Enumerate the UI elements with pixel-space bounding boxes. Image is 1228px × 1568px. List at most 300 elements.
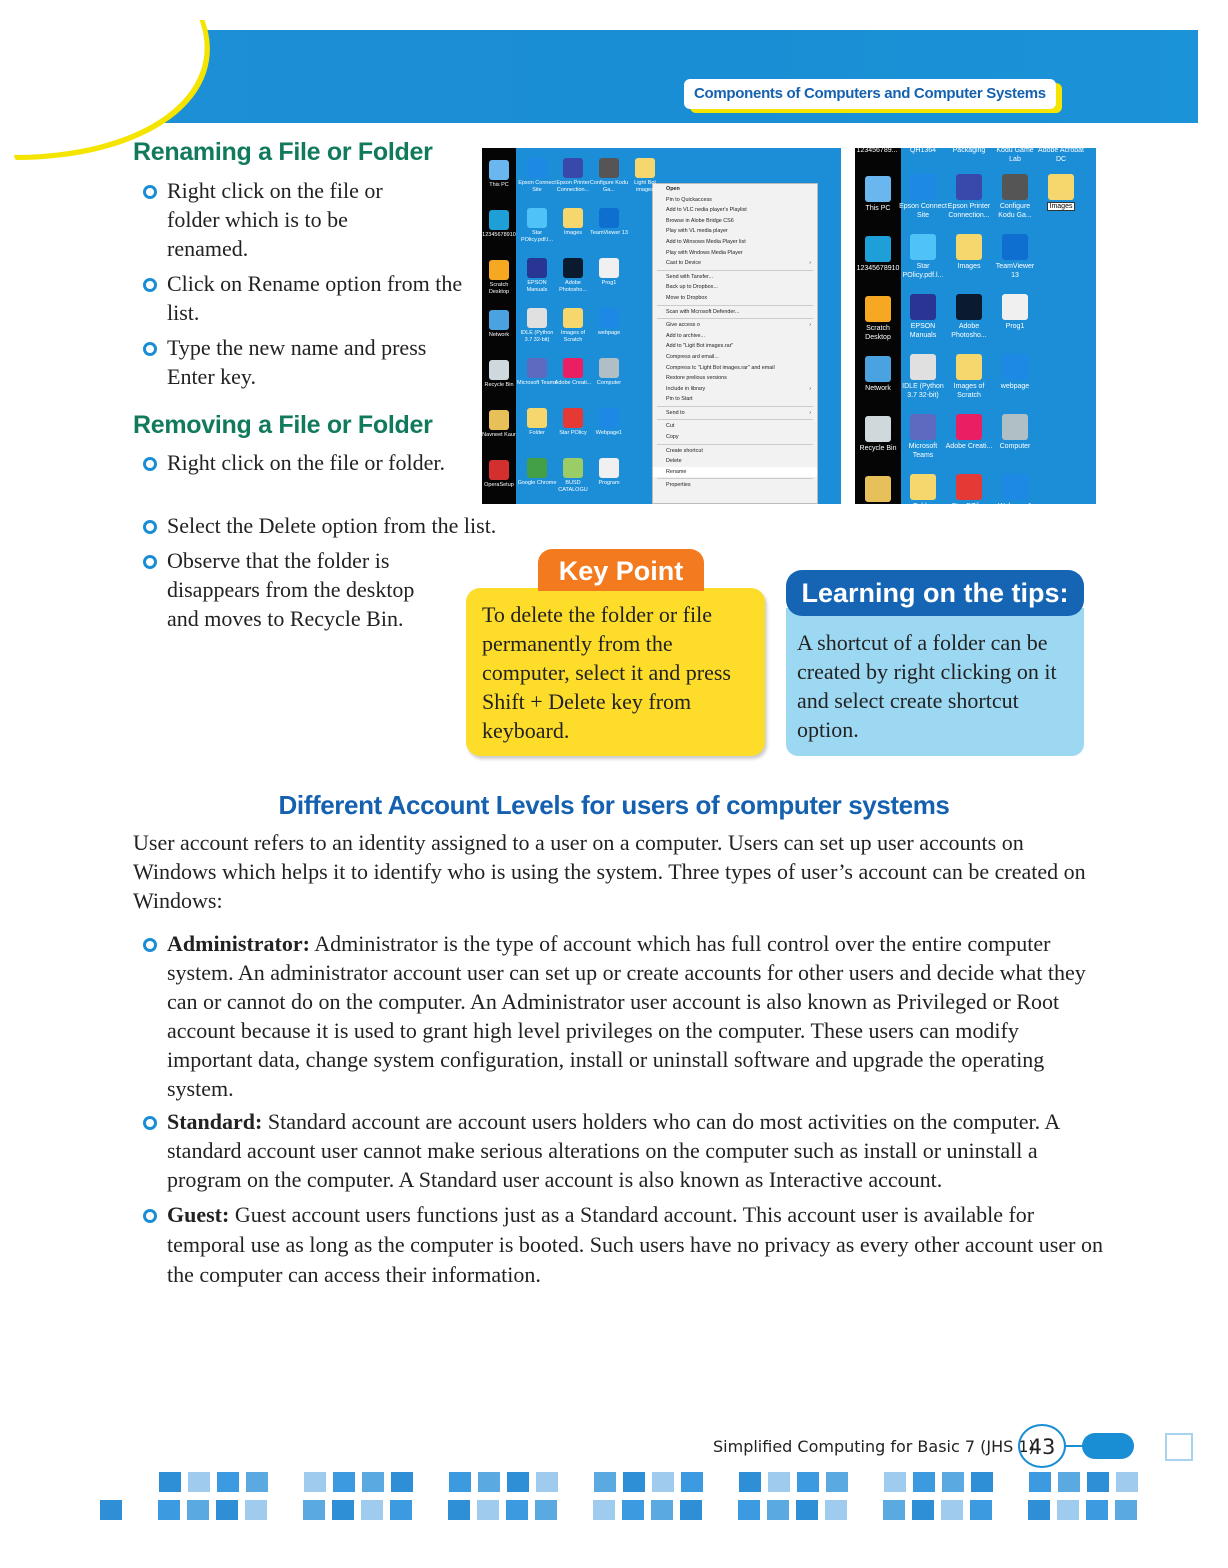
desktop-icon[interactable]: [589, 458, 629, 487]
app-icon: [599, 258, 619, 278]
desktop-icon-label: Program: [598, 480, 620, 486]
desktop-icon[interactable]: [589, 208, 629, 237]
app-icon: [563, 258, 583, 278]
menu-item-label: Move to Dropbox: [666, 294, 708, 301]
desktop-icon[interactable]: [899, 474, 947, 511]
menu-item-delete[interactable]: [653, 456, 817, 467]
desktop-icon[interactable]: [991, 174, 1039, 220]
desktop-icon-label: Adobe Creati...: [554, 380, 592, 386]
menu-item-cast-to-device[interactable]: [653, 258, 817, 269]
menu-item-label: Send to: [666, 409, 685, 416]
app-icon: [599, 208, 619, 228]
remove-heading: Removing a File or Folder: [133, 411, 433, 439]
menu-separator: [657, 318, 813, 319]
menu-item-add-to-winsows-media-player-list[interactable]: [653, 237, 817, 248]
menu-item-give-access-o[interactable]: [653, 320, 817, 331]
desktop-icon-label: Scratch Desktop: [488, 282, 510, 295]
menu-item-label: Pin to Quickaccess: [666, 196, 712, 203]
desktop-icon[interactable]: [553, 308, 593, 344]
menu-item-play-with-vl-media-player[interactable]: [653, 226, 817, 237]
menu-item-include-in-library[interactable]: [653, 384, 817, 395]
desktop-icon-label: 12345678910: [856, 265, 900, 272]
desktop-icon[interactable]: [553, 158, 593, 194]
menu-item-rename[interactable]: [653, 467, 817, 478]
desktop-icon-label: Packaging: [952, 147, 986, 154]
desktop-icon-label: Kodu Game Lab: [996, 147, 1034, 163]
desktop-icon[interactable]: [517, 158, 557, 194]
menu-item-restore-prelious-versions[interactable]: [653, 373, 817, 384]
menu-item-label: Back up to Dropbox...: [666, 284, 718, 291]
rename-steps: [133, 176, 473, 391]
decor-tile: [158, 1500, 180, 1520]
decor-tile: [1029, 1472, 1051, 1492]
menu-item-label: Play with Wndows Media Player: [666, 249, 743, 256]
desktop-icon-label: Network: [865, 385, 891, 392]
decor-tile: [884, 1472, 906, 1492]
decor-tile: [245, 1500, 267, 1520]
desktop-icon-label: Adobe Creati...: [945, 443, 993, 450]
menu-item-label: Give access o: [666, 322, 700, 329]
book-title: Simplified Computing for Basic 7 (JHS 1): [713, 1437, 1035, 1456]
square-decoration: [1165, 1433, 1193, 1461]
desktop-icon-label: Star POlicy: [951, 503, 987, 510]
decor-tile: [1087, 1472, 1109, 1492]
decor-tile: [594, 1472, 616, 1492]
menu-item-back-up-to-dropbox[interactable]: [653, 282, 817, 293]
decor-tile: [797, 1472, 819, 1492]
menu-separator: [657, 478, 813, 479]
menu-separator: [657, 270, 813, 271]
desktop-icon-label: Star POlicy: [559, 430, 587, 436]
menu-item-label: Add to Winsows Media Player list: [666, 238, 746, 245]
desktop-icon[interactable]: [991, 474, 1039, 511]
desktop-icon[interactable]: [553, 358, 593, 387]
desktop-icon-label: Epson Printer Connection...: [947, 203, 991, 219]
app-icon: [527, 258, 547, 278]
decor-tile: [652, 1472, 674, 1492]
decor-tile: [796, 1500, 818, 1520]
desktop-icon[interactable]: [479, 260, 519, 296]
desktop-icon[interactable]: [945, 414, 993, 451]
decor-tile: [970, 1500, 992, 1520]
desktop-icon-label: Adobe Photosho...: [951, 323, 987, 339]
decor-tile: [100, 1500, 122, 1520]
menu-item-add-to-ligit-bot-images-rar[interactable]: [653, 341, 817, 352]
chapter-title: Components of Computers and Computer Systems: [684, 79, 1056, 109]
decor-tile: [768, 1472, 790, 1492]
app-icon: [489, 410, 509, 430]
decor-tile: [506, 1500, 528, 1520]
desktop-icon-label: Microsoft Teams: [517, 380, 557, 386]
decor-tile: [448, 1500, 470, 1520]
tips-title: Learning on the tips:: [786, 570, 1084, 616]
app-icon: [956, 414, 982, 440]
app-icon: [599, 158, 619, 178]
menu-item-label: Open: [666, 186, 680, 192]
app-icon: [910, 294, 936, 320]
menu-item-open[interactable]: [653, 184, 817, 195]
desktop-icon[interactable]: [899, 174, 947, 220]
desktop-icon[interactable]: [517, 358, 557, 387]
desktop-icon[interactable]: [854, 236, 902, 273]
app-icon: [489, 260, 509, 280]
app-icon: [910, 354, 936, 380]
desktop-icon[interactable]: [945, 474, 993, 511]
key-point-text: To delete the folder or file permanently from the computer, select it and press Shift + Delete key from keyboard.: [482, 602, 731, 743]
decor-tile: [390, 1500, 412, 1520]
desktop-icon-label: Epson Connect Site: [518, 180, 556, 193]
account-type-desc: Guest account users functions just as a Standard account. This account user is available for temporal use as long as the computer is booted. Such users have no privacy as every other account user on the computer can access their information.: [167, 1202, 1103, 1287]
account-type-desc: Standard account are account users holders who can do most activities on the computer. A standard account user cannot make serious alterations on the computer such as install or uninstall a program on the computer. A Standard user account is also known as Interactive account.: [167, 1109, 1060, 1192]
desktop-icon-label: Folder: [913, 503, 933, 510]
menu-item-add-to-vlc-nedia-player-s-playlist[interactable]: [653, 205, 817, 216]
decor-tile: [623, 1472, 645, 1492]
desktop-icon[interactable]: [1037, 174, 1085, 211]
app-icon: [956, 294, 982, 320]
desktop-icon-label: Google Chrome: [517, 480, 557, 486]
desktop-icon-label: QH1364: [909, 147, 937, 154]
app-icon: [956, 234, 982, 260]
app-icon: [1002, 474, 1028, 500]
decor-tile: [681, 1472, 703, 1492]
decor-tile: [826, 1472, 848, 1492]
accounts-heading: Different Account Levels for users of computer systems: [278, 790, 950, 820]
decor-tile: [825, 1500, 847, 1520]
chevron-right-icon: ›: [809, 322, 811, 329]
menu-item-label: Pin to Start: [666, 396, 693, 403]
desktop-icon[interactable]: [553, 208, 593, 237]
menu-item-send-to[interactable]: [653, 408, 817, 419]
app-icon: [563, 158, 583, 178]
decor-tile: [361, 1500, 383, 1520]
app-icon: [527, 408, 547, 428]
menu-item-create-shortcut[interactable]: [653, 446, 817, 457]
app-icon: [956, 174, 982, 200]
desktop-icon[interactable]: [854, 356, 902, 393]
decor-tile: [680, 1500, 702, 1520]
desktop-icon-label: IDLE (Python 3.7 32-bit): [520, 330, 554, 343]
app-icon: [1002, 354, 1028, 380]
desktop-icon-label: Microsoft Teams: [908, 443, 938, 459]
decor-tile: [971, 1472, 993, 1492]
desktop-icon[interactable]: [899, 234, 947, 280]
desktop-icon-label: Configure Kodu Ga...: [589, 180, 629, 193]
menu-separator: [657, 419, 813, 420]
page-number: 43: [1018, 1424, 1066, 1468]
menu-item-compress-ard-email[interactable]: [653, 352, 817, 363]
decor-tile: [622, 1500, 644, 1520]
desktop-icon-label: Computer: [999, 443, 1031, 450]
desktop-icon-label: Adobe Photosho...: [559, 280, 587, 293]
list-item: Right click on the file or folder which is to be renamed.: [133, 176, 433, 263]
desktop-icon[interactable]: [589, 258, 629, 287]
app-icon: [956, 474, 982, 500]
chevron-right-icon: ›: [809, 385, 811, 392]
context-menu: [652, 183, 818, 504]
desktop-icon[interactable]: [589, 308, 629, 337]
menu-item-pin-to-quickaccess[interactable]: [653, 195, 817, 206]
desktop-icon-label: Recycle Bin: [484, 382, 514, 388]
decor-tile: [942, 1472, 964, 1492]
desktop-icon-label: Images: [563, 230, 583, 236]
desktop-icon-label: Scratch Desktop: [865, 325, 891, 341]
app-icon: [599, 358, 619, 378]
decor-tile: [449, 1472, 471, 1492]
app-icon: [635, 158, 655, 178]
desktop-icon-label: Configure Kodu Ga...: [998, 203, 1032, 219]
desktop-icon[interactable]: [553, 258, 593, 294]
menu-item-send-with-tansfer[interactable]: [653, 272, 817, 283]
decor-tile: [391, 1472, 413, 1492]
menu-item-scan-with-mcrosoft-defender[interactable]: [653, 307, 817, 318]
menu-item-properties[interactable]: [653, 480, 817, 491]
renamed-folder-screenshot: [855, 147, 1096, 512]
decor-tile: [217, 1472, 239, 1492]
rename-heading: Renaming a File or Folder: [133, 138, 433, 166]
desktop-icon-label: EPSON Manuals: [526, 280, 548, 293]
app-icon: [910, 474, 936, 500]
decor-tile: [478, 1472, 500, 1492]
app-icon: [1002, 294, 1028, 320]
decor-tile: [246, 1472, 268, 1492]
desktop-icon-label: This PC: [865, 205, 891, 212]
header-banner: [30, 30, 1198, 123]
app-icon: [527, 158, 547, 178]
menu-item-copy[interactable]: [653, 432, 817, 443]
decor-tile: [304, 1472, 326, 1492]
chevron-right-icon: ›: [809, 260, 811, 267]
app-icon: [865, 236, 891, 262]
app-icon: [865, 356, 891, 382]
list-item: Type the new name and press Enter key.: [133, 333, 453, 391]
account-types: [133, 929, 1103, 1290]
list-item: Observe that the folder is disappears from the desktop and moves to Recycle Bin.: [133, 546, 433, 633]
desktop-icon-label: Network: [488, 332, 510, 338]
desktop-icon[interactable]: [991, 294, 1039, 331]
decor-tile: [303, 1500, 325, 1520]
app-icon: [865, 476, 891, 502]
menu-item-label: Compress tc "Light Bot images.rar" and email: [666, 364, 775, 371]
app-icon: [563, 358, 583, 378]
app-icon: [489, 210, 509, 230]
desktop-icon[interactable]: [589, 358, 629, 387]
desktop-icon[interactable]: [945, 174, 993, 220]
app-icon: [527, 208, 547, 228]
decor-tile: [535, 1500, 557, 1520]
account-type-administrator: [133, 929, 1103, 1103]
desktop-icon[interactable]: [517, 308, 557, 344]
desktop-icon[interactable]: [945, 294, 993, 340]
account-type-name: Guest:: [167, 1202, 230, 1227]
desktop-icon-label: IDLE (Python 3.7 32-bit): [902, 383, 944, 399]
desktop-icon[interactable]: [479, 210, 519, 239]
app-icon: [527, 308, 547, 328]
decor-tile: [912, 1500, 934, 1520]
decor-tile: [883, 1500, 905, 1520]
menu-item-label: Play with VL media player: [666, 228, 728, 235]
menu-item-cut[interactable]: [653, 421, 817, 432]
tips-box: [786, 608, 1084, 756]
menu-item-browse-in-alobe-bridge-cs6[interactable]: [653, 216, 817, 227]
desktop-icon[interactable]: [899, 294, 947, 340]
remove-steps: [133, 448, 573, 668]
menu-item-play-with-wndows-media-player[interactable]: [653, 248, 817, 259]
desktop-icon[interactable]: [479, 410, 519, 439]
menu-item-label: Browse in Alobe Bridge CS6: [666, 217, 734, 224]
desktop-icon[interactable]: [479, 160, 519, 189]
menu-item-label: Add to "Ligit Bot images.rar": [666, 343, 734, 350]
menu-item-pin-to-start[interactable]: [653, 394, 817, 405]
desktop-icon-label: Folder: [529, 430, 545, 436]
desktop-icon-label: Recycle Bin: [859, 445, 897, 452]
decor-tile: [913, 1472, 935, 1492]
decor-tile: [536, 1472, 558, 1492]
menu-item-label: Send with Tansfer...: [666, 273, 713, 280]
account-type-standard: [133, 1107, 1103, 1194]
desktop-icon[interactable]: [589, 158, 629, 194]
menu-item-move-to-dropbox[interactable]: [653, 293, 817, 304]
account-type-name: Standard:: [167, 1109, 263, 1134]
desktop-icon[interactable]: [479, 360, 519, 389]
decor-tile: [1086, 1500, 1108, 1520]
menu-item-label: Compress ard email...: [666, 353, 719, 360]
desktop-icon-label: webpage: [597, 330, 621, 336]
decor-tile: [159, 1472, 181, 1492]
chevron-right-icon: ›: [809, 409, 811, 416]
desktop-icon-label: Prog1: [1005, 323, 1025, 330]
decor-tile: [188, 1472, 210, 1492]
app-icon: [1002, 174, 1028, 200]
menu-item-label: Scan with Mcrosoft Defender...: [666, 308, 740, 315]
desktop-icon-label: BUSD CATALOGU: [558, 480, 588, 493]
accounts-intro: User account refers to an identity assigned to a user on a computer. Users can set up user accounts on Windows which helps it to identify who is using the system. Three types of user’s account can be created on Windows:: [133, 830, 1086, 913]
decor-tile: [477, 1500, 499, 1520]
menu-item-label: Copy: [666, 434, 679, 441]
tips-text: A shortcut of a folder can be created by right clicking on it and select create shortcut option.: [797, 630, 1057, 742]
desktop-icon-label: Images: [1047, 202, 1076, 211]
menu-separator: [657, 305, 813, 306]
desktop-icon[interactable]: [945, 234, 993, 271]
menu-item-compress-tc-light-bot-images-rar-and-email[interactable]: [653, 363, 817, 374]
desktop-icon-label: Star POlicy.pdf.l...: [902, 263, 944, 279]
desktop-icon[interactable]: [991, 414, 1039, 451]
desktop-icon-label: EPSON Manuals: [909, 323, 937, 339]
desktop-icon[interactable]: [854, 476, 902, 513]
app-icon: [599, 408, 619, 428]
toggle-decoration: [1082, 1433, 1134, 1459]
decor-tile: [738, 1500, 760, 1520]
desktop-icon[interactable]: [854, 176, 902, 213]
app-icon: [865, 296, 891, 322]
menu-item-label: Properties: [666, 482, 691, 489]
menu-item-label: Cast to Device: [666, 260, 702, 267]
decor-tile: [362, 1472, 384, 1492]
desktop-icon-label: Epson Connect Site: [899, 203, 947, 219]
menu-separator: [657, 406, 813, 407]
desktop-icon[interactable]: [479, 310, 519, 339]
desktop-icon-label: Adobe Acrobat DC: [1038, 147, 1084, 163]
desktop-icon-label: Images of Scratch: [560, 330, 586, 343]
desktop-icon-label: Navneet Kaur: [856, 505, 900, 512]
desktop-icon[interactable]: [945, 354, 993, 400]
decor-tile: [941, 1500, 963, 1520]
decor-tile: [1058, 1472, 1080, 1492]
menu-item-label: Create shortcut: [666, 447, 703, 454]
app-icon: [1002, 414, 1028, 440]
decor-tile: [1057, 1500, 1079, 1520]
desktop-icon-label: TeamViewer 13: [995, 263, 1035, 279]
account-type-desc: Administrator is the type of account which has full control over the entire computer system. An administrator account user can set up or create accounts for other users and decide what they can or cannot do on the computer. An Administrator user account is also known as Privileged or Root account because it is used to grant high level privileges on the computer. These users can modify important data, change system configuration, install or uninstall software and upgrade the operating system.: [167, 931, 1086, 1101]
app-icon: [563, 208, 583, 228]
menu-item-label: Rename: [666, 468, 687, 475]
menu-separator: [657, 444, 813, 445]
app-icon: [599, 458, 619, 478]
desktop-icon-label: TeamViewer 13: [590, 230, 628, 236]
desktop-icon-label: Computer: [596, 380, 622, 386]
desktop-icon-label: This PC: [489, 182, 509, 188]
desktop-icon[interactable]: [854, 296, 902, 342]
decor-tile: [507, 1472, 529, 1492]
desktop-icon-label: Images of Scratch: [953, 383, 985, 399]
desktop-icon[interactable]: [991, 354, 1039, 391]
desktop-icon-label: webpage: [1000, 383, 1030, 390]
decor-tile: [1028, 1500, 1050, 1520]
menu-item-label: Delete: [666, 458, 682, 465]
desktop-icon-label: Star POlicy.pdf.l...: [521, 230, 553, 243]
decor-tile: [739, 1472, 761, 1492]
account-type-name: Administrator:: [167, 931, 310, 956]
desktop-icon[interactable]: [899, 414, 947, 460]
list-item: Select the Delete option from the list.: [133, 511, 496, 540]
app-icon: [489, 310, 509, 330]
decor-tile: [1116, 1472, 1138, 1492]
app-icon: [563, 408, 583, 428]
list-item: Click on Rename option from the list.: [133, 269, 473, 327]
app-icon: [489, 360, 509, 380]
app-icon: [527, 358, 547, 378]
app-icon: [910, 414, 936, 440]
decor-tile: [1115, 1500, 1137, 1520]
desktop-icon[interactable]: [991, 234, 1039, 280]
menu-item-label: Add to archive...: [666, 332, 705, 339]
desktop-icon[interactable]: [517, 208, 557, 244]
menu-item-label: Add to VLC nedia player's Playlist: [666, 207, 747, 214]
key-point-title: Key Point: [538, 549, 704, 591]
desktop-icon[interactable]: [854, 416, 902, 453]
desktop-icon-label: Prog1: [601, 280, 617, 286]
decor-tile: [333, 1472, 355, 1492]
account-type-guest: [133, 1200, 1103, 1290]
desktop-icon[interactable]: [625, 158, 665, 194]
app-icon: [563, 308, 583, 328]
app-icon: [1048, 174, 1074, 200]
desktop-icon[interactable]: [589, 408, 629, 437]
desktop-icon-label: Webpage1: [595, 430, 623, 436]
app-icon: [599, 308, 619, 328]
desktop-icon-label: Epson Printer Connection...: [556, 180, 590, 193]
app-icon: [910, 234, 936, 260]
desktop-icon[interactable]: [553, 408, 593, 437]
app-icon: [865, 176, 891, 202]
decor-tile: [332, 1500, 354, 1520]
desktop-icon-label: 12345678910: [482, 232, 516, 238]
desktop-icon[interactable]: [517, 258, 557, 294]
decor-tile: [216, 1500, 238, 1520]
desktop-icon[interactable]: [899, 354, 947, 400]
desktop-icon[interactable]: [517, 408, 557, 437]
desktop-icon-label: OperaSetup: [484, 482, 514, 488]
menu-item-add-to-archive[interactable]: [653, 331, 817, 342]
